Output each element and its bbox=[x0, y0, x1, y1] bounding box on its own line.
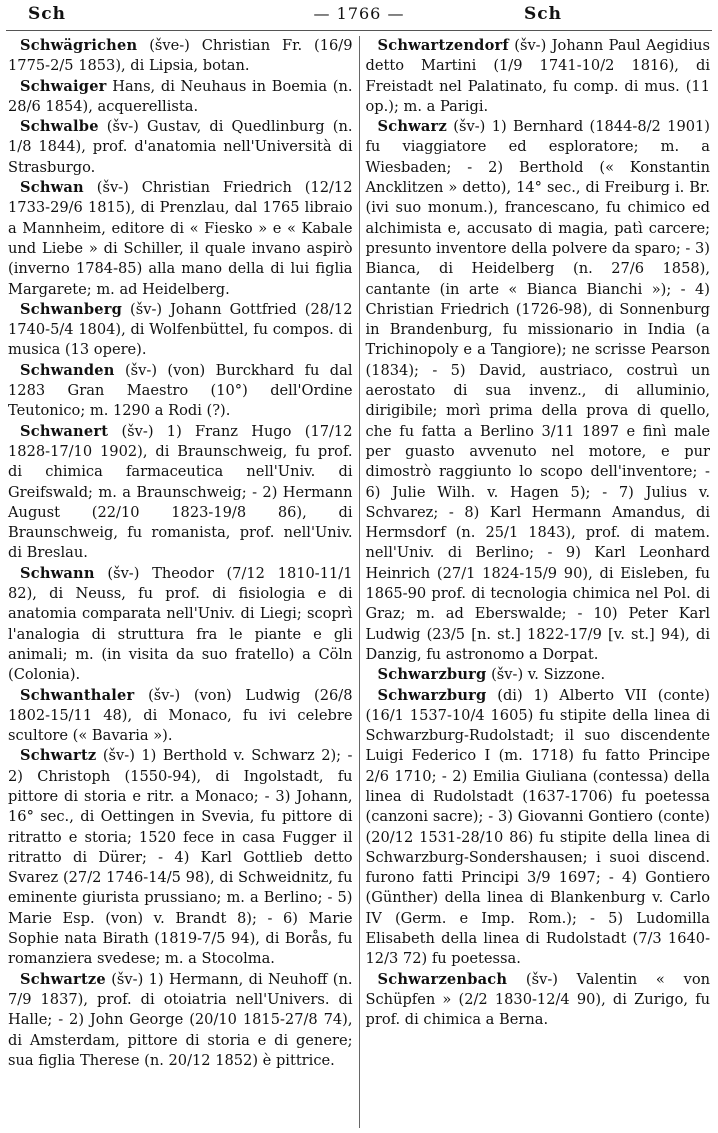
dictionary-entry bbox=[366, 117, 711, 665]
dictionary-entry bbox=[366, 665, 711, 685]
dictionary-entry bbox=[8, 686, 353, 747]
dictionary-entry bbox=[8, 36, 353, 77]
dictionary-entry bbox=[8, 178, 353, 300]
entry-text: (šv-) (von) Ludwig (26/8 1802-15/11 48), di Monaco, fu ivi celebre scultore (« Bavaria »). bbox=[8, 686, 353, 745]
entry-text: (šv-) Valentin « von Schüpfen » (2/2 1830-12/4 90), di Zurigo, fu prof. di chimica a Berna. bbox=[365, 970, 710, 1029]
dictionary-entry bbox=[8, 361, 353, 422]
entry-headword: Schwaiger bbox=[20, 77, 107, 95]
entry-headword: Schwarz bbox=[377, 118, 447, 136]
dictionary-entry bbox=[8, 970, 353, 1071]
right-column bbox=[359, 36, 711, 1128]
dictionary-entry bbox=[8, 77, 353, 118]
dictionary-entry bbox=[8, 746, 353, 969]
entry-text: (šv-) 1) Bernhard (1844-8/2 1901) fu viaggiatore ed esploratore; m. a Wiesbaden; - 2) Berthold (« Konstantin Ancklitzen » detto), 14° sec., di Freiburg i. Br. (ivi suo monum.), francescano, fu chimico ed alchimista e, accusato di magia, patì carcere; presunto inventore della polvere da sparo; - 3) Bianca, di Heidelberg (n. 27/6 1858), cantante (in arte « Bianca Bianchi »); - 4) Christian Friedrich (1726-98), di Sonnenburg in Brandenburg, fu missionario in India (a Trichinopoly e a Tangiore); ne scrisse Pearson (1834); - 5) David, austriaco, costruì un aerostato di sua invenz., di alluminio, dirigibile; morì prima della prova di quello, che fu fatta a Berlino 3/11 1897 e finì male per guasto avvenuto nel motore, e pur dimostrò raggiunto lo scopo dell'inventore; - 6) Julie Wilh. v. Hagen 5); - 7) Julius v. Schvarez; - 8) Karl Hermann Amandus, di Hermsdorf (n. 25/1 1843), prof. di matem. nell'Univ. di Berlino; - 9) Karl Leonhard Heinrich (27/1 1824-15/9 90), di Eisleben, fu 1865-90 prof. di tecnologia chimica nel Pol. di Graz; m. ad Eberswalde; - 10) Peter Karl Ludwig (23/5 [n. st.] 1822-17/9 [v. st.] 94), di Danzig, fu astronomo a Dorpat. bbox=[365, 118, 710, 663]
dictionary-entry bbox=[366, 686, 711, 970]
entry-headword: Schwanert bbox=[20, 422, 109, 440]
entry-text: (šv-) 1) Hermann, di Neuhoff (n. 7/9 1837), prof. di otoiatria nell'Univers. di Halle; - 2) John George (20/10 1815-27/8 74), di Amsterdam, pittore di storia e di genere; sua figlia Therese (n. 20/12 1852) è pittrice. bbox=[8, 970, 353, 1069]
entry-text: (šv-) 1) Berthold v. Schwarz 2); - 2) Christoph (1550-94), di Ingolstadt, fu pittore di storia e ritr. a Monaco; - 3) Johann, 16° sec., di Oettingen in Svevia, fu pittore di ritratto e storia; 1520 fece in casa Fugger il ritratto di Dürer; - 4) Karl Gottlieb detto Svarez (27/2 1746-14/5 98), di Schweidnitz, fu eminente giurista prussiano; m. a Berlino; - 5) Marie Esp. (von) v. Brandt 8); - 6) Marie Sophie nata Birath (1819-7/5 94), di Borås, fu romanziera svedese; m. a Stocolma. bbox=[8, 747, 353, 968]
entry-headword: Schwanthaler bbox=[20, 686, 135, 704]
entry-text: (šv-) Johann Paul Aegidius detto Martini (1/9 1741-10/2 1816), di Freistadt nel Palatinato, fu comp. di mus. (11 op.); m. a Parigi. bbox=[365, 37, 710, 115]
dictionary-entry bbox=[366, 970, 711, 1031]
entry-headword: Schwanberg bbox=[20, 300, 123, 318]
text-columns bbox=[8, 36, 710, 1128]
entry-headword: Schwann bbox=[20, 564, 95, 582]
running-head-left: Sch bbox=[28, 4, 66, 24]
entry-text: (šv-) Christian Friedrich (12/12 1733-29/6 1815), di Prenzlau, dal 1765 libraio a Mannheim, editore di « Fiesko » e « Kabale und Liebe » di Schiller, il quale invano aspirò (inverno 1784-85) alla mano della di lui figlia Margarete; m. ad Heidelberg. bbox=[8, 179, 353, 298]
entry-text: (šv-) Theodor (7/12 1810-11/1 82), di Neuss, fu prof. di fisiologia e di anatomia comparata nell'Univ. di Liegi; scoprì l'analogia di struttura fra le piante e gli animali; m. (in visita da suo fratello) a Cöln (Colonia). bbox=[8, 564, 353, 684]
dictionary-entry bbox=[366, 36, 711, 117]
entry-text: (šve-) Christian Fr. (16/9 1775-2/5 1853), di Lipsia, botan. bbox=[8, 37, 353, 75]
entry-text: (šv-) (von) Burckhard fu dal 1283 Gran Maestro (10°) dell'Ordine Teutonico; m. 1290 a Rodi (?). bbox=[8, 361, 353, 420]
entry-headword: Schwarzburg bbox=[377, 666, 487, 684]
dictionary-entry bbox=[8, 300, 353, 361]
dictionary-entry bbox=[8, 117, 353, 178]
page-number: — 1766 — bbox=[313, 4, 405, 23]
entry-headword: Schwarzburg bbox=[377, 686, 487, 704]
running-head-right: Sch bbox=[524, 4, 562, 24]
entry-headword: Schwägrichen bbox=[20, 37, 138, 54]
entry-text: (di) 1) Alberto VII (conte) (16/1 1537-10/4 1605) fu stipite della linea di Schwarzburg-Rudolstadt; il suo discendente Luigi Federico I (m. 1718) fu fatto Principe 2/6 1710; - 2) Emilia Giuliana (contessa) della linea di Rudolstadt (1637-1706) fu poetessa (canzoni sacre); - 3) Giovanni Gontiero (conte) (20/12 1531-28/10 86) fu stipite della linea di Schwarzburg-Sondershausen; i suoi discend. furono fatti Principi 3/9 1697; - 4) Gontiero (Günther) della linea di Blankenburg v. Carlo IV (Germ. e Imp. Rom.); - 5) Ludomilla Elisabeth della linea di Rudolstadt (7/3 1640-12/3 72) fu poetessa. bbox=[365, 686, 710, 968]
entry-headword: Schwartzendorf bbox=[377, 37, 509, 54]
entry-text: (šv-) v. Sizzone. bbox=[486, 666, 606, 684]
entry-headword: Schwarzenbach bbox=[377, 970, 508, 988]
entry-headword: Schwan bbox=[20, 179, 84, 197]
entry-headword: Schwartze bbox=[20, 970, 106, 988]
page-header bbox=[6, 0, 712, 31]
entry-text: (šv-) Gustav, di Quedlinburg (n. 1/8 1844), prof. d'anatomia nell'Università di Strasburgo. bbox=[8, 118, 353, 176]
entry-text: (šv-) Johann Gottfried (28/12 1740-5/4 1804), di Wolfenbüttel, fu compos. di musica (13 opere). bbox=[8, 300, 353, 359]
dictionary-entry bbox=[8, 564, 353, 686]
left-column bbox=[8, 36, 359, 1128]
dictionary-entry bbox=[8, 422, 353, 564]
entry-headword: Schwartz bbox=[20, 747, 97, 765]
entry-text: (šv-) 1) Franz Hugo (17/12 1828-17/10 1902), di Braunschweig, fu prof. di chimica farmaceutica nell'Univ. di Greifswald; m. a Braunschweig; - 2) Hermann August (22/10 1823-19/8 86), di Braunschweig, fu romanista, prof. nell'Univ. di Breslau. bbox=[8, 422, 353, 562]
entry-text: Hans, di Neuhaus in Boemia (n. 28/6 1854), acquerellista. bbox=[8, 77, 353, 115]
entry-headword: Schwalbe bbox=[20, 118, 99, 136]
entry-headword: Schwanden bbox=[20, 361, 115, 379]
